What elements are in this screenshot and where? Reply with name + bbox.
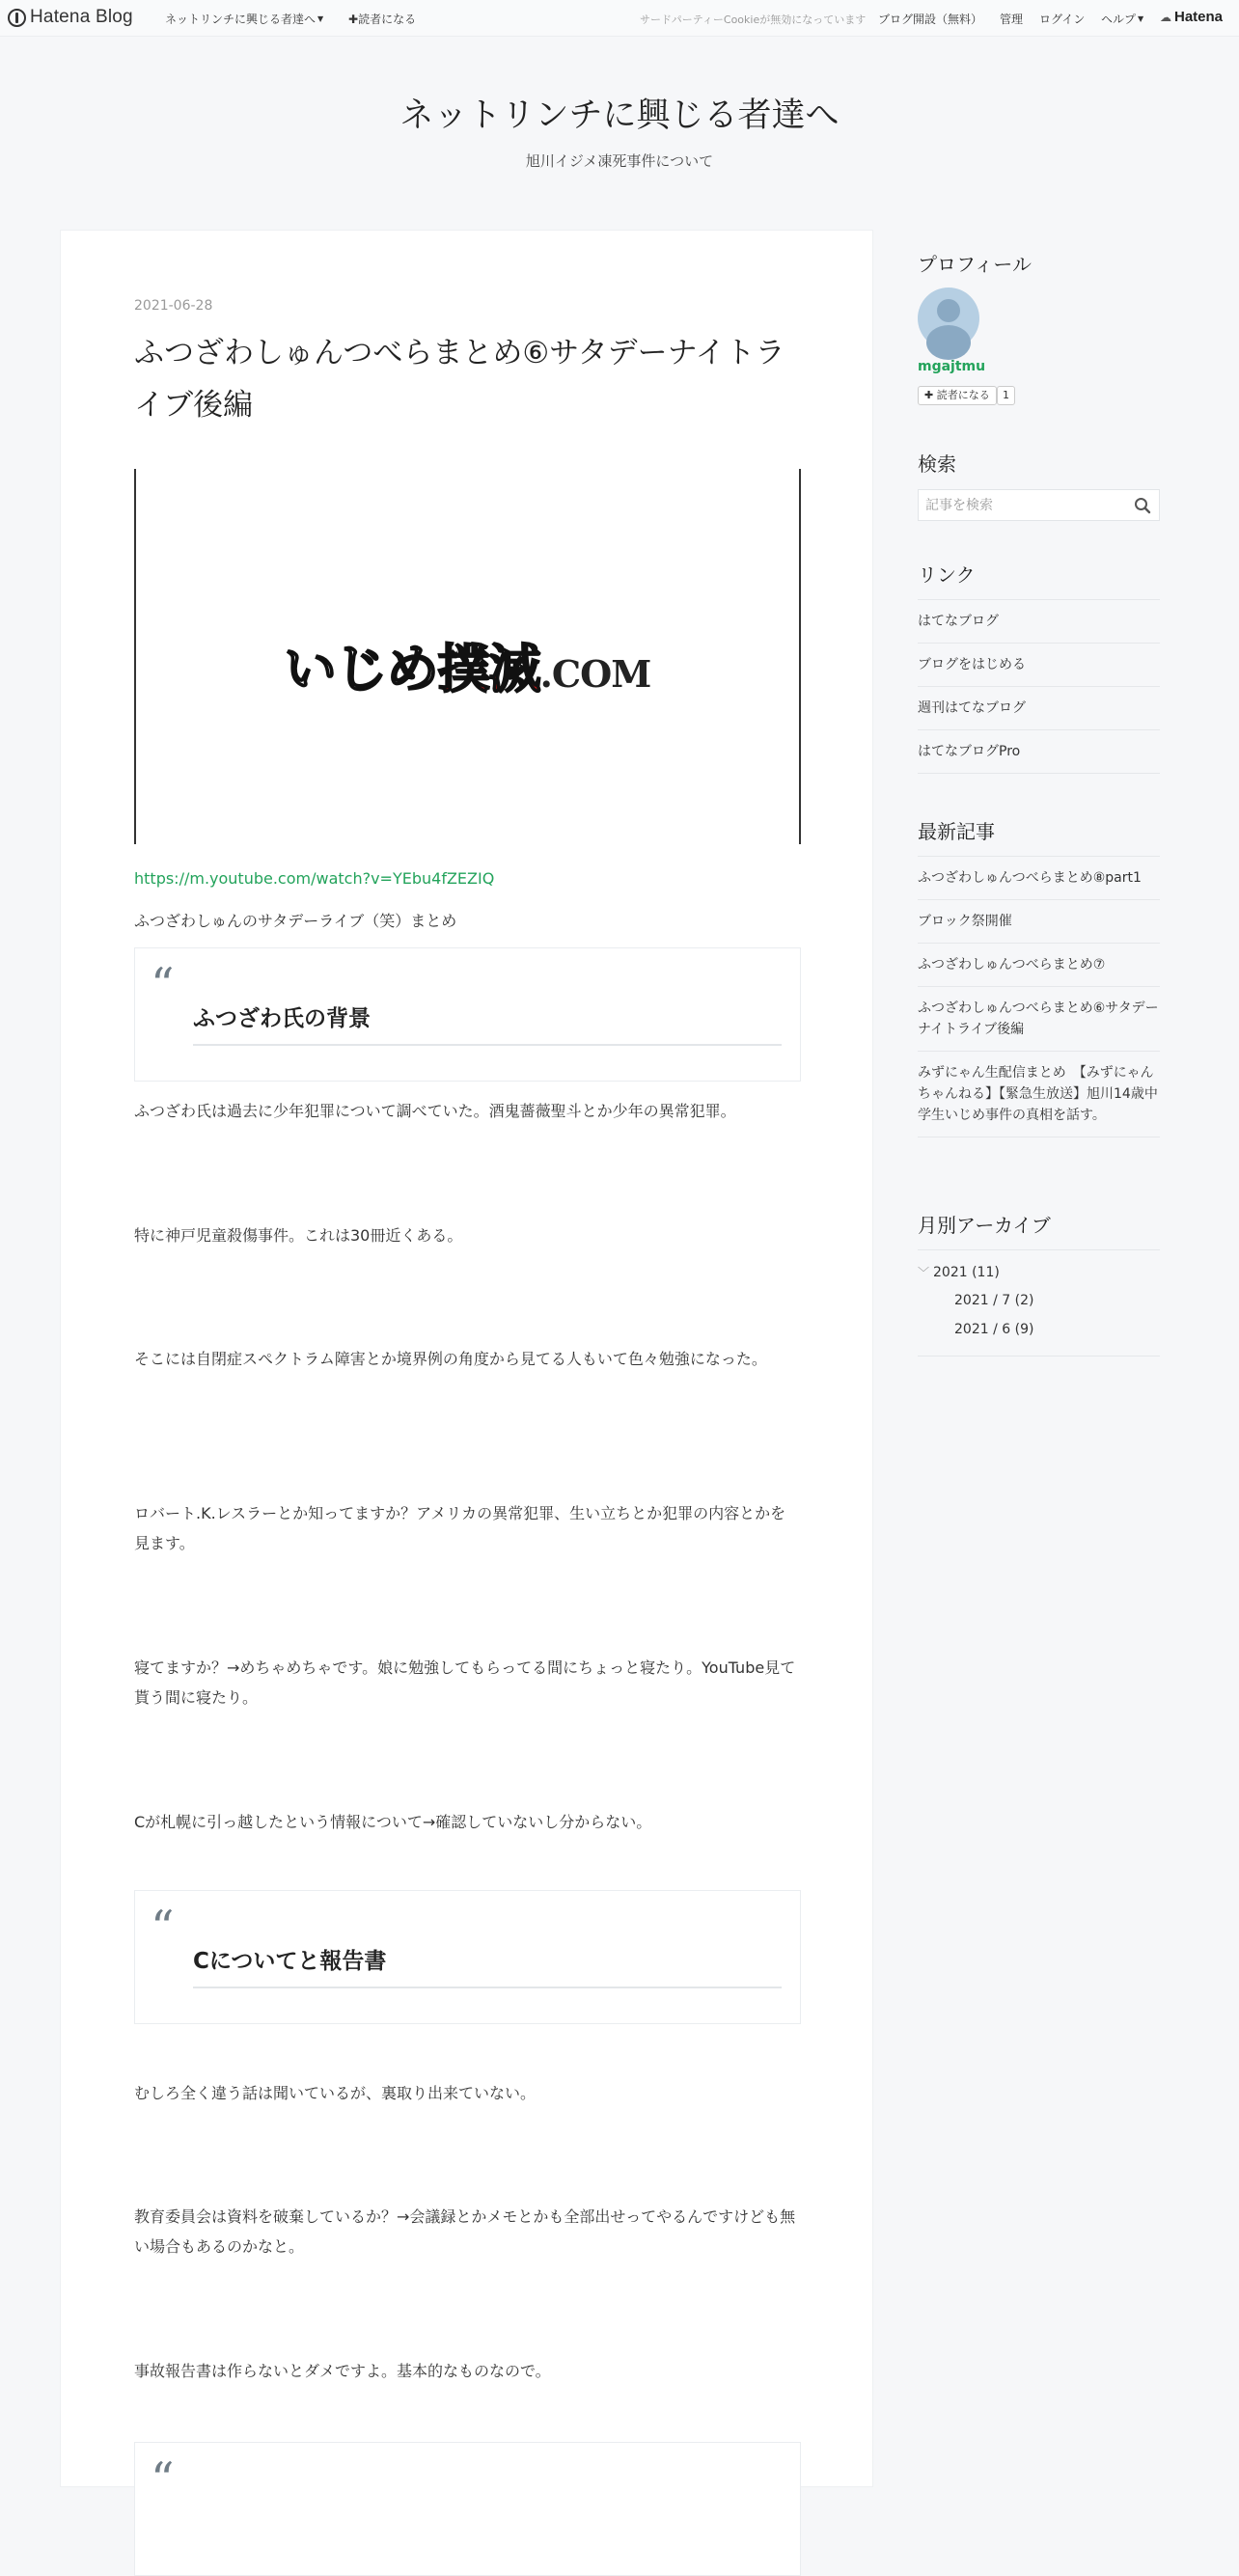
entry-paragraph: ふつざわ氏は過去に少年犯罪について調べていた。酒鬼薔薇聖斗とか少年の異常犯罪。 <box>134 1102 736 1120</box>
youtube-embed-thumbnail[interactable] <box>134 469 801 844</box>
sidebar-link[interactable]: 週刊はてなブログ <box>918 687 1160 730</box>
recent-entry-link[interactable]: ふつざわしゅんつべらまとめ⑥サタデーナイトライブ後編 <box>918 987 1160 1052</box>
subscribe-button[interactable] <box>918 386 997 405</box>
recent-entry-link[interactable]: ブロック祭開催 <box>918 900 1160 944</box>
quote-block <box>134 2442 801 2576</box>
hatena-menu[interactable] <box>1160 9 1223 25</box>
entry-title[interactable]: ふつざわしゅんつべらまとめ⑥サタデーナイトライブ後編 <box>134 336 785 423</box>
hatena-label: Hatena <box>1174 9 1224 25</box>
help-label: ヘルプ <box>1101 13 1137 26</box>
entry-article <box>60 230 873 2507</box>
plus-icon: ✚ <box>924 389 937 401</box>
quote-heading: Cについてと報告書 <box>193 1943 782 1988</box>
manage-link[interactable]: 管理 <box>1000 13 1024 26</box>
caret-down-icon: ▼ <box>317 14 324 23</box>
divider <box>918 1249 1160 1250</box>
global-header <box>0 0 1239 37</box>
profile-heading: プロフィール <box>918 253 1032 276</box>
subscribe-header-label: 読者になる <box>358 13 417 26</box>
sidebar-link[interactable]: はてなブログPro <box>918 730 1160 774</box>
thumbnail-title-part: いじめ <box>284 638 438 699</box>
cookie-notice[interactable]: サードパーティーCookieが無効になっています <box>640 14 867 26</box>
archive-year-toggle[interactable] <box>918 1264 1000 1280</box>
search-form <box>918 489 1160 521</box>
entry-date[interactable]: 2021-06-28 <box>134 298 213 314</box>
recent-entry-link[interactable]: みずにゃん生配信まとめ 【みずにゃんちゃんねる】【緊急生放送】旭川14歳中学生いじめ事件の真相を話す。 <box>918 1052 1160 1137</box>
blog-menu-label: ネットリンチに興じる者達へ <box>165 13 317 26</box>
entry-paragraph: 事故報告書は作らないとダメですよ。基本的なものなので。 <box>134 2362 551 2380</box>
youtube-link[interactable]: https://m.youtube.com/watch?v=YEbu4fZEZIQ <box>134 869 495 888</box>
search-heading: 検索 <box>918 452 956 476</box>
entry-paragraph: Cが札幌に引っ越したという情報について→確認していないし分からない。 <box>134 1813 652 1831</box>
quote-icon: “ <box>151 958 175 1012</box>
plus-icon: ✚ <box>348 13 359 26</box>
subscribe-header-button[interactable] <box>348 11 416 27</box>
thumbnail-title-part: .COM <box>539 652 651 696</box>
entry-paragraph: そこには自閉症スペクトラム障害とか境界例の角度から見てる人もいて色々勉強になった。 <box>134 1350 767 1368</box>
sidebar-link[interactable]: ブログをはじめる <box>918 644 1160 687</box>
archive-year-label: 2021 (11) <box>933 1265 1000 1280</box>
archive-month-link[interactable]: 2021 / 7 (2) <box>954 1293 1034 1308</box>
quote-block <box>134 947 801 1082</box>
recent-entry-link[interactable]: ふつざわしゅんつべらまとめ⑦ <box>918 944 1160 987</box>
hatena-cloud-icon: ☁ <box>1160 11 1171 24</box>
links-heading: リンク <box>918 563 976 587</box>
entry-paragraph: 寝てますか？→めちゃめちゃです。娘に勉強してもらってる間にちょっと寝たり。YouTube見て貰う間に寝たり。 <box>134 1658 796 1707</box>
help-dropdown[interactable] <box>1101 11 1143 27</box>
sidebar-link[interactable]: はてなブログ <box>918 600 1160 644</box>
search-input[interactable] <box>919 490 1126 520</box>
open-blog-link[interactable]: ブログ開設（無料） <box>878 13 983 26</box>
archive-month-link[interactable]: 2021 / 6 (9) <box>954 1322 1034 1337</box>
quote-heading: ふつざわ氏の背景 <box>193 1000 782 1046</box>
blog-description: 旭川イジメ凍死事件について <box>525 152 714 170</box>
entry-paragraph: ふつざわしゅんのサタデーライブ（笑）まとめ <box>134 912 457 930</box>
quote-icon: “ <box>151 2453 175 2507</box>
recent-entry-link[interactable]: ふつざわしゅんつべらまとめ⑧part1 <box>918 857 1160 900</box>
hatena-logo-icon <box>8 9 26 27</box>
recent-heading: 最新記事 <box>918 820 995 843</box>
subscribe-button-label: 読者になる <box>936 389 990 401</box>
caret-down-icon: ▼ <box>1138 14 1144 23</box>
entry-paragraph: むしろ全く違う話は聞いているが、裏取り出来ていない。 <box>134 2084 537 2102</box>
login-link[interactable]: ログイン <box>1039 13 1086 26</box>
thumbnail-title-part: 撲滅 <box>437 638 540 699</box>
recent-entries-list <box>918 856 1160 1137</box>
avatar[interactable] <box>918 288 979 349</box>
entry-paragraph: 教育委員会は資料を破棄しているか？→会議録とかメモとかも全部出せってやるんですけども無い場合もあるのかなと。 <box>134 2207 796 2256</box>
archive-heading: 月別アーカイブ <box>918 1214 1051 1237</box>
quote-block <box>134 1890 801 2024</box>
search-icon[interactable] <box>1134 497 1151 514</box>
divider <box>918 1356 1160 1357</box>
links-list <box>918 599 1160 774</box>
username-link[interactable]: mgajtmu <box>918 359 986 374</box>
blog-title[interactable]: ネットリンチに興じる者達へ <box>399 96 840 135</box>
logo-text: Hatena Blog <box>30 7 133 27</box>
quote-icon: “ <box>151 1901 175 1955</box>
thumbnail-title <box>136 628 799 702</box>
chevron-down-icon: ﹀ <box>918 1266 930 1279</box>
entry-paragraph: 特に神戸児童殺傷事件。これは30冊近くある。 <box>134 1226 463 1245</box>
subscriber-count[interactable]: 1 <box>997 386 1015 405</box>
hatena-blog-logo[interactable] <box>8 7 133 28</box>
blog-menu-dropdown[interactable] <box>165 11 323 27</box>
entry-paragraph: ロバート.K.レスラーとか知ってますか？アメリカの異常犯罪、生い立ちとか犯罪の内容とかを見ます。 <box>134 1504 786 1552</box>
